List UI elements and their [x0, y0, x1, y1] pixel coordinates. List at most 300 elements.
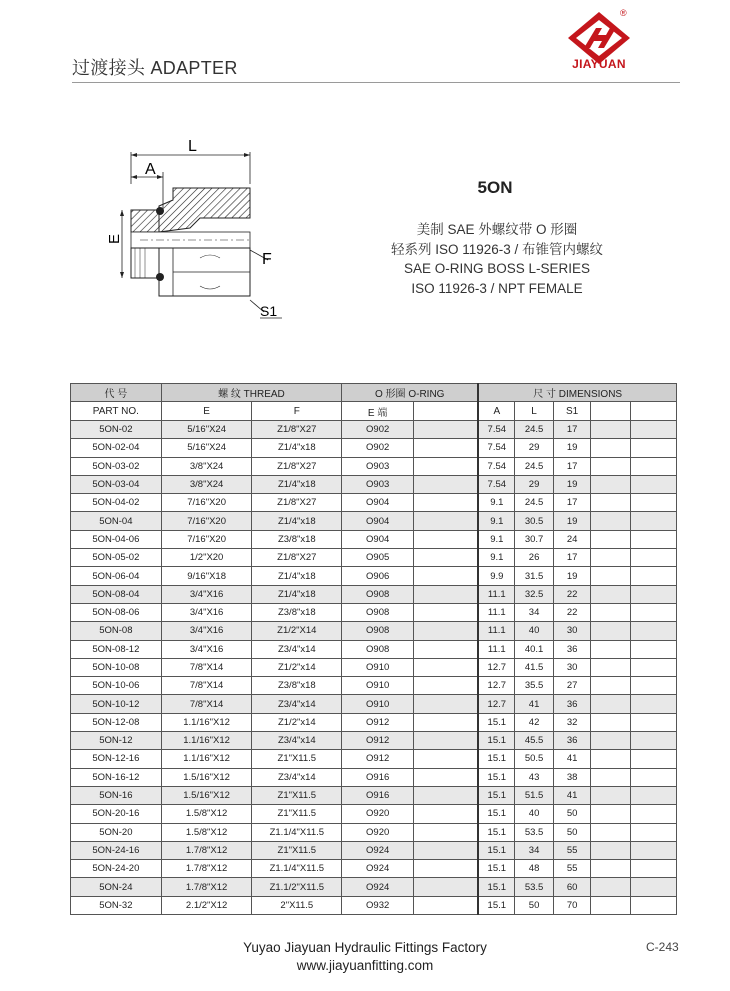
cell-blank — [414, 677, 479, 695]
cell-part-no: 5ON-20 — [71, 823, 162, 841]
cell-l: 34 — [515, 603, 554, 621]
cell-blank — [631, 622, 677, 640]
header-dimensions: 尺 寸 DIMENSIONS — [478, 384, 676, 402]
cell-oring: O904 — [342, 494, 414, 512]
table-row — [71, 640, 677, 658]
cell-a: 7.54 — [478, 457, 515, 475]
cell-oring: O932 — [342, 896, 414, 914]
cell-blank — [631, 658, 677, 676]
cell-s1: 22 — [553, 585, 591, 603]
cell-l: 30.7 — [515, 530, 554, 548]
cell-a: 11.1 — [478, 640, 515, 658]
cell-part-no: 5ON-32 — [71, 896, 162, 914]
cell-s1: 38 — [553, 768, 591, 786]
cell-blank — [591, 695, 631, 713]
cell-s1: 19 — [553, 475, 591, 493]
cell-blank — [414, 658, 479, 676]
cell-l: 24.5 — [515, 457, 554, 475]
cell-part-no: 5ON-12-08 — [71, 713, 162, 731]
cell-part-no: 5ON-12-16 — [71, 750, 162, 768]
table-row — [71, 732, 677, 750]
cell-a: 15.1 — [478, 786, 515, 804]
cell-l: 26 — [515, 549, 554, 567]
cell-blank — [631, 896, 677, 914]
desc-line-1: 美制 SAE 外螺纹带 O 形圈 — [416, 222, 578, 237]
cell-blank — [591, 421, 631, 439]
cell-l: 53.5 — [515, 823, 554, 841]
cell-oring: O906 — [342, 567, 414, 585]
cell-a: 9.1 — [478, 494, 515, 512]
cell-blank — [414, 475, 479, 493]
cell-blank — [631, 878, 677, 896]
cell-e: 9/16"X18 — [161, 567, 252, 585]
cell-part-no: 5ON-10-08 — [71, 658, 162, 676]
page-number: C-243 — [646, 940, 679, 954]
cell-f: Z1/2"X14 — [252, 622, 342, 640]
cell-f: 2"X11.5 — [252, 896, 342, 914]
cell-blank — [591, 732, 631, 750]
cell-e: 3/4"X16 — [161, 585, 252, 603]
cell-blank — [631, 439, 677, 457]
cell-a: 11.1 — [478, 603, 515, 621]
cell-blank — [591, 786, 631, 804]
cell-blank — [414, 878, 479, 896]
cell-blank — [414, 732, 479, 750]
cell-blank — [591, 585, 631, 603]
cell-l: 24.5 — [515, 421, 554, 439]
cell-blank — [591, 860, 631, 878]
table-row — [71, 786, 677, 804]
cell-f: Z3/4"x14 — [252, 732, 342, 750]
cell-blank — [631, 750, 677, 768]
cell-oring: O904 — [342, 512, 414, 530]
cell-blank — [591, 750, 631, 768]
cell-blank — [631, 695, 677, 713]
table-row — [71, 530, 677, 548]
cell-f: Z1/4"x18 — [252, 439, 342, 457]
cell-oring: O916 — [342, 786, 414, 804]
cell-e: 3/4"X16 — [161, 603, 252, 621]
cell-blank — [591, 530, 631, 548]
table-row — [71, 860, 677, 878]
header-code: 代 号 — [71, 384, 162, 402]
cell-blank — [631, 549, 677, 567]
cell-blank — [591, 841, 631, 859]
cell-f: Z1/8"X27 — [252, 421, 342, 439]
cell-part-no: 5ON-04 — [71, 512, 162, 530]
cell-f: Z1"X11.5 — [252, 750, 342, 768]
table-row — [71, 750, 677, 768]
cell-l: 29 — [515, 475, 554, 493]
table-row — [71, 585, 677, 603]
cell-oring: O903 — [342, 457, 414, 475]
cell-blank — [631, 860, 677, 878]
cell-e: 7/16"X20 — [161, 530, 252, 548]
cell-e: 1.5/16"X12 — [161, 786, 252, 804]
cell-a: 12.7 — [478, 658, 515, 676]
cell-blank — [591, 567, 631, 585]
cell-f: Z1/4"x18 — [252, 585, 342, 603]
cell-s1: 17 — [553, 457, 591, 475]
cell-a: 9.1 — [478, 512, 515, 530]
table-row — [71, 457, 677, 475]
page-title: 过渡接头 ADAPTER — [72, 58, 238, 78]
cell-f: Z3/8"x18 — [252, 530, 342, 548]
cell-blank — [414, 713, 479, 731]
cell-blank — [414, 530, 479, 548]
cell-l: 45.5 — [515, 732, 554, 750]
cell-blank — [414, 768, 479, 786]
footer-website: www.jiayuanfitting.com — [296, 958, 434, 973]
cell-oring: O902 — [342, 421, 414, 439]
cell-blank — [631, 640, 677, 658]
cell-s1: 55 — [553, 841, 591, 859]
cell-a: 15.1 — [478, 878, 515, 896]
cell-a: 9.9 — [478, 567, 515, 585]
table-row — [71, 622, 677, 640]
table-row — [71, 567, 677, 585]
cell-f: Z1/2"x14 — [252, 658, 342, 676]
cell-part-no: 5ON-04-06 — [71, 530, 162, 548]
header-s1: S1 — [553, 402, 591, 421]
cell-oring: O920 — [342, 823, 414, 841]
header-f: F — [252, 402, 342, 421]
cell-blank — [631, 768, 677, 786]
cell-l: 53.5 — [515, 878, 554, 896]
cell-s1: 19 — [553, 567, 591, 585]
cell-blank — [414, 805, 479, 823]
cell-e: 7/16"X20 — [161, 512, 252, 530]
cell-e: 2.1/2"X12 — [161, 896, 252, 914]
cell-blank — [414, 603, 479, 621]
cell-l: 40.1 — [515, 640, 554, 658]
cell-part-no: 5ON-16 — [71, 786, 162, 804]
cell-f: Z1"X11.5 — [252, 786, 342, 804]
cell-blank — [631, 494, 677, 512]
cell-s1: 24 — [553, 530, 591, 548]
cell-f: Z3/4"x14 — [252, 768, 342, 786]
table-row — [71, 677, 677, 695]
cell-blank — [631, 585, 677, 603]
cell-f: Z1/4"x18 — [252, 475, 342, 493]
cell-e: 7/8"X14 — [161, 677, 252, 695]
table-row — [71, 805, 677, 823]
cell-blank — [414, 695, 479, 713]
dim-S1: S1 — [260, 303, 278, 319]
cell-s1: 19 — [553, 512, 591, 530]
cell-a: 15.1 — [478, 805, 515, 823]
cell-part-no: 5ON-24-16 — [71, 841, 162, 859]
cell-l: 42 — [515, 713, 554, 731]
cell-part-no: 5ON-03-02 — [71, 457, 162, 475]
cell-a: 12.7 — [478, 695, 515, 713]
cell-part-no: 5ON-08-06 — [71, 603, 162, 621]
cell-oring: O912 — [342, 713, 414, 731]
cell-blank — [591, 439, 631, 457]
cell-blank — [414, 567, 479, 585]
dim-E: E — [106, 233, 123, 244]
cell-oring: O908 — [342, 585, 414, 603]
cell-blank — [591, 713, 631, 731]
cell-oring: O910 — [342, 695, 414, 713]
cell-e: 3/4"X16 — [161, 622, 252, 640]
cell-s1: 70 — [553, 896, 591, 914]
cell-part-no: 5ON-24 — [71, 878, 162, 896]
cell-blank — [591, 494, 631, 512]
table-row — [71, 494, 677, 512]
cell-s1: 30 — [553, 622, 591, 640]
cell-s1: 17 — [553, 421, 591, 439]
table-header-row — [71, 384, 677, 402]
cell-part-no: 5ON-03-04 — [71, 475, 162, 493]
cell-blank — [631, 677, 677, 695]
cell-blank — [591, 457, 631, 475]
cell-a: 11.1 — [478, 585, 515, 603]
model-code: 5ON — [477, 178, 513, 197]
cell-e: 5/16"X24 — [161, 439, 252, 457]
cell-blank — [414, 585, 479, 603]
header-divider — [72, 82, 680, 83]
cell-e: 7/8"X14 — [161, 695, 252, 713]
cell-f: Z1"X11.5 — [252, 805, 342, 823]
cell-blank — [631, 475, 677, 493]
cell-oring: O920 — [342, 805, 414, 823]
cell-l: 41 — [515, 695, 554, 713]
cell-blank — [414, 823, 479, 841]
registered-mark: ® — [620, 8, 627, 18]
cell-f: Z3/8"x18 — [252, 677, 342, 695]
cell-blank — [414, 512, 479, 530]
cell-f: Z1.1/4"X11.5 — [252, 823, 342, 841]
cell-oring: O924 — [342, 878, 414, 896]
table-row — [71, 658, 677, 676]
footer — [150, 939, 580, 975]
cell-blank — [414, 640, 479, 658]
cell-blank — [414, 896, 479, 914]
footer-company: Yuyao Jiayuan Hydraulic Fittings Factory — [243, 940, 487, 955]
cell-blank — [631, 732, 677, 750]
cell-blank — [414, 457, 479, 475]
cell-blank — [591, 677, 631, 695]
cell-e: 1/2"X20 — [161, 549, 252, 567]
cell-l: 24.5 — [515, 494, 554, 512]
cell-s1: 41 — [553, 786, 591, 804]
cell-blank — [414, 439, 479, 457]
cell-f: Z1/8"X27 — [252, 549, 342, 567]
cell-f: Z1.1/2"X11.5 — [252, 878, 342, 896]
desc-line-3: SAE O-RING BOSS L-SERIES — [403, 261, 591, 276]
table-row — [71, 549, 677, 567]
cell-e: 1.1/16"X12 — [161, 713, 252, 731]
cell-oring: O912 — [342, 732, 414, 750]
cell-s1: 50 — [553, 805, 591, 823]
cell-blank — [414, 860, 479, 878]
cell-a: 15.1 — [478, 841, 515, 859]
cell-part-no: 5ON-02-04 — [71, 439, 162, 457]
cell-oring: O916 — [342, 768, 414, 786]
cell-blank — [591, 823, 631, 841]
table-row — [71, 695, 677, 713]
cell-l: 50.5 — [515, 750, 554, 768]
cell-blank — [591, 768, 631, 786]
cell-l: 32.5 — [515, 585, 554, 603]
cell-a: 7.54 — [478, 439, 515, 457]
cell-e: 1.5/8"X12 — [161, 823, 252, 841]
product-description — [352, 220, 642, 298]
table-row — [71, 439, 677, 457]
cell-blank — [591, 878, 631, 896]
spec-table — [70, 383, 677, 915]
table-row — [71, 603, 677, 621]
cell-part-no: 5ON-05-02 — [71, 549, 162, 567]
cell-s1: 41 — [553, 750, 591, 768]
cell-f: Z1/2"x14 — [252, 713, 342, 731]
header-l: L — [515, 402, 554, 421]
cell-part-no: 5ON-16-12 — [71, 768, 162, 786]
cell-a: 7.54 — [478, 421, 515, 439]
cell-oring: O924 — [342, 841, 414, 859]
cell-blank — [631, 421, 677, 439]
cell-s1: 27 — [553, 677, 591, 695]
cell-a: 15.1 — [478, 750, 515, 768]
cell-blank — [414, 549, 479, 567]
cell-s1: 55 — [553, 860, 591, 878]
cell-blank — [631, 786, 677, 804]
cell-blank — [631, 567, 677, 585]
cell-oring: O908 — [342, 603, 414, 621]
cell-blank — [591, 622, 631, 640]
cell-l: 35.5 — [515, 677, 554, 695]
cell-a: 11.1 — [478, 622, 515, 640]
table-subheader-row — [71, 402, 677, 421]
cell-f: Z1"X11.5 — [252, 841, 342, 859]
table-row — [71, 512, 677, 530]
cell-blank — [591, 640, 631, 658]
cell-oring: O902 — [342, 439, 414, 457]
cell-a: 15.1 — [478, 860, 515, 878]
cell-part-no: 5ON-12 — [71, 732, 162, 750]
cell-blank — [631, 512, 677, 530]
cell-blank — [631, 457, 677, 475]
cell-blank — [591, 805, 631, 823]
cell-blank — [591, 549, 631, 567]
cell-part-no: 5ON-24-20 — [71, 860, 162, 878]
table-row — [71, 878, 677, 896]
table-row — [71, 713, 677, 731]
cell-part-no: 5ON-08-04 — [71, 585, 162, 603]
cell-f: Z3/4"x14 — [252, 640, 342, 658]
table-row — [71, 768, 677, 786]
cell-l: 43 — [515, 768, 554, 786]
cell-s1: 32 — [553, 713, 591, 731]
cell-e: 1.7/8"X12 — [161, 841, 252, 859]
cell-blank — [591, 512, 631, 530]
cell-e: 1.7/8"X12 — [161, 878, 252, 896]
cell-blank — [591, 658, 631, 676]
cell-a: 15.1 — [478, 896, 515, 914]
cell-oring: O910 — [342, 677, 414, 695]
table-row — [71, 841, 677, 859]
cell-e: 1.1/16"X12 — [161, 750, 252, 768]
cell-e: 1.5/16"X12 — [161, 768, 252, 786]
cell-part-no: 5ON-08 — [71, 622, 162, 640]
cell-l: 34 — [515, 841, 554, 859]
cell-blank — [414, 841, 479, 859]
cell-part-no: 5ON-02 — [71, 421, 162, 439]
dim-L: L — [188, 138, 197, 155]
adapter-drawing — [100, 130, 300, 330]
cell-s1: 30 — [553, 658, 591, 676]
cell-a: 7.54 — [478, 475, 515, 493]
table-row — [71, 896, 677, 914]
cell-part-no: 5ON-10-06 — [71, 677, 162, 695]
cell-blank — [414, 750, 479, 768]
cell-s1: 22 — [553, 603, 591, 621]
cell-l: 30.5 — [515, 512, 554, 530]
cell-oring: O924 — [342, 860, 414, 878]
cell-a: 12.7 — [478, 677, 515, 695]
cell-blank — [631, 823, 677, 841]
header-blank — [631, 402, 677, 421]
cell-blank — [631, 530, 677, 548]
cell-f: Z3/4"x14 — [252, 695, 342, 713]
cell-e: 3/8"X24 — [161, 457, 252, 475]
cell-blank — [414, 494, 479, 512]
cell-l: 48 — [515, 860, 554, 878]
cell-part-no: 5ON-10-12 — [71, 695, 162, 713]
header-a: A — [478, 402, 515, 421]
cell-part-no: 5ON-20-16 — [71, 805, 162, 823]
cell-blank — [631, 841, 677, 859]
cell-blank — [631, 603, 677, 621]
header-e-end: E 端 — [342, 402, 414, 421]
cell-blank — [631, 713, 677, 731]
cell-oring: O908 — [342, 640, 414, 658]
header-thread: 螺 纹 THREAD — [161, 384, 341, 402]
cell-e: 3/8"X24 — [161, 475, 252, 493]
dim-F: F — [262, 251, 272, 268]
cell-blank — [591, 475, 631, 493]
cell-e: 7/16"X20 — [161, 494, 252, 512]
cell-l: 50 — [515, 896, 554, 914]
table-row — [71, 475, 677, 493]
cell-s1: 36 — [553, 732, 591, 750]
cell-e: 7/8"X14 — [161, 658, 252, 676]
table-row — [71, 823, 677, 841]
cell-s1: 17 — [553, 549, 591, 567]
desc-line-4: ISO 11926-3 / NPT FEMALE — [411, 280, 583, 296]
cell-f: Z1/8"X27 — [252, 494, 342, 512]
cell-e: 1.1/16"X12 — [161, 732, 252, 750]
cell-f: Z1/8"X27 — [252, 457, 342, 475]
header-blank — [591, 402, 631, 421]
cell-s1: 19 — [553, 439, 591, 457]
cell-oring: O908 — [342, 622, 414, 640]
cell-f: Z3/8"x18 — [252, 603, 342, 621]
cell-f: Z1.1/4"X11.5 — [252, 860, 342, 878]
cell-s1: 17 — [553, 494, 591, 512]
cell-blank — [631, 805, 677, 823]
cell-l: 29 — [515, 439, 554, 457]
dim-A: A — [145, 161, 156, 178]
cell-l: 41.5 — [515, 658, 554, 676]
cell-oring: O903 — [342, 475, 414, 493]
cell-e: 1.5/8"X12 — [161, 805, 252, 823]
cell-part-no: 5ON-06-04 — [71, 567, 162, 585]
cell-a: 15.1 — [478, 713, 515, 731]
cell-blank — [414, 786, 479, 804]
cell-l: 40 — [515, 622, 554, 640]
